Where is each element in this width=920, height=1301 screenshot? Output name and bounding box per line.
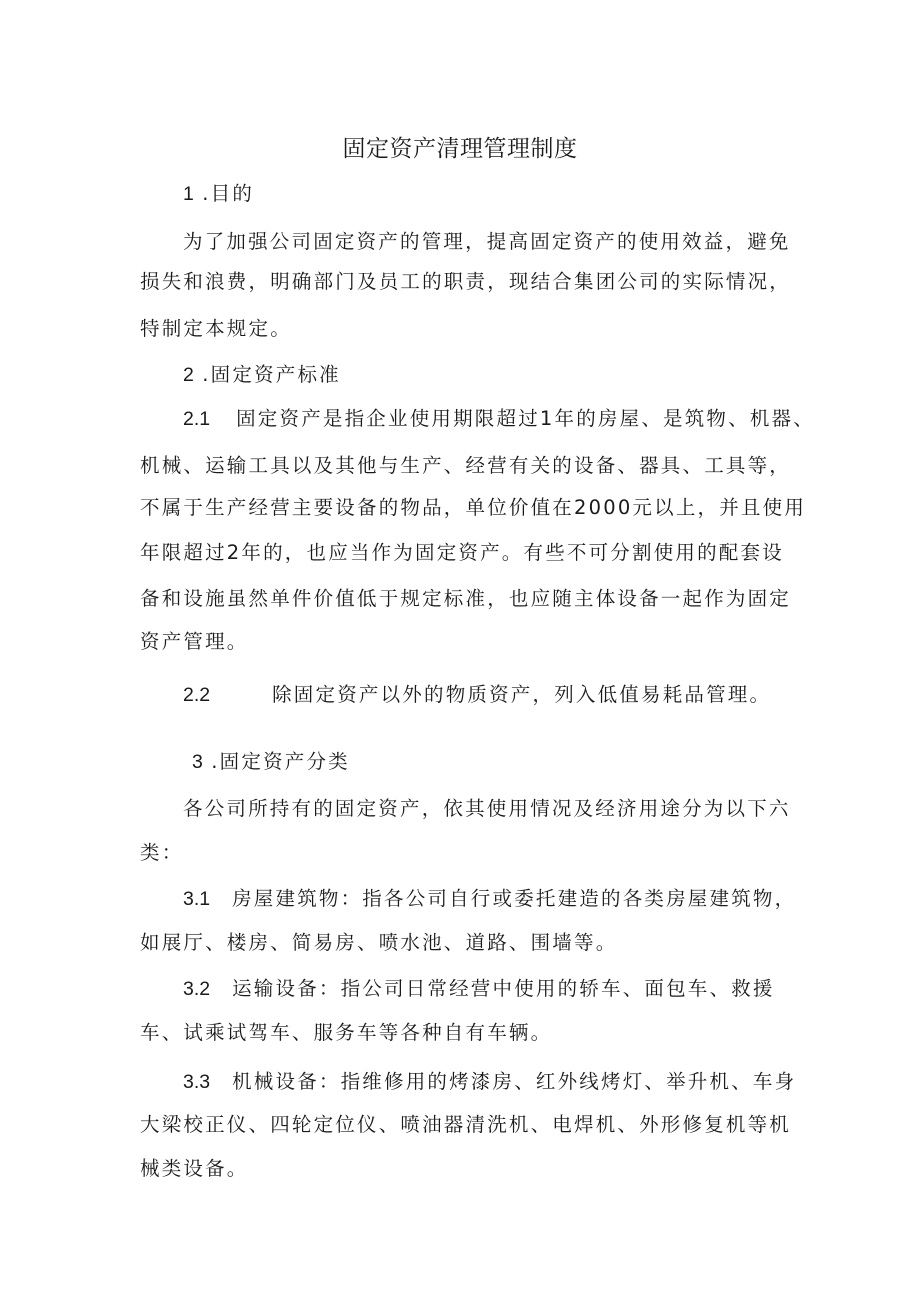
paragraph-line: 各公司所持有的固定资产，依其使用情况及经济用途分为以下六: [183, 797, 791, 820]
section-2-heading: [183, 361, 341, 389]
section-3-title: .固定资产分类: [211, 750, 350, 773]
clause-3-3-first-line: [183, 1068, 796, 1096]
page-title: 固定资产清理管理制度: [342, 136, 578, 162]
paragraph-line: 为了加强公司固定资产的管理，提高固定资产的使用效益，避免: [183, 230, 791, 253]
clause-3-2-number: 3.2: [183, 978, 211, 1000]
paragraph-line: 大梁校正仪、四轮定位仪、喷油器清洗机、电焊机、外形修复机等机: [140, 1113, 792, 1136]
paragraph-line: 类：: [140, 841, 184, 864]
section-1-number: 1: [183, 183, 194, 205]
section-1-title: .目的: [202, 182, 255, 205]
clause-2-2-text: 除固定资产以外的物质资产，列入低值易耗品管理。: [272, 683, 772, 706]
section-2-number: 2: [183, 364, 194, 386]
clause-3-2-first-line: [183, 975, 775, 1003]
clause-3-3-text: 机械设备：指维修用的烤漆房、红外线烤灯、举升机、车身: [232, 1070, 797, 1093]
clause-2-1-text: 固定资产是指企业使用期限超过1年的房屋、是筑物、机器、: [236, 407, 815, 430]
paragraph-line: 特制定本规定。: [140, 317, 292, 340]
clause-3-2-text: 运输设备：指公司日常经营中使用的轿车、面包车、救援: [232, 977, 775, 1000]
clause-3-3-number: 3.3: [183, 1071, 211, 1093]
clause-3-1-number: 3.1: [183, 888, 211, 910]
clause-3-1-text: 房屋建筑物：指各公司自行或委托建造的各类房屋建筑物，: [232, 887, 797, 910]
paragraph-line: 年限超过2年的，也应当作为固定资产。有些不可分割使用的配套设: [140, 541, 784, 564]
paragraph-line: 损失和浪费，明确部门及员工的职责，现结合集团公司的实际情况，: [140, 270, 792, 293]
section-1-heading: [183, 180, 254, 208]
paragraph-line: 备和设施虽然单件价值低于规定标准，也应随主体设备一起作为固定: [140, 587, 792, 610]
clause-2-2-line: [183, 681, 771, 709]
paragraph-line: 不属于生产经营主要设备的物品，单位价值在2000元以上，并且使用: [140, 496, 807, 519]
section-2-title: .固定资产标准: [202, 363, 341, 386]
paragraph-line: 资产管理。: [140, 630, 249, 653]
paragraph-line: 如展厅、楼房、简易房、喷水池、道路、围墙等。: [140, 931, 618, 954]
clause-2-2-number: 2.2: [183, 684, 211, 706]
paragraph-line: 机械、运输工具以及其他与生产、经营有关的设备、器具、工具等，: [140, 454, 792, 477]
paragraph-line: 械类设备。: [140, 1157, 249, 1180]
clause-2-1-first-line: [183, 405, 815, 433]
section-3-heading: [192, 748, 350, 776]
clause-3-1-first-line: [183, 885, 796, 913]
section-3-number: 3: [192, 751, 203, 773]
paragraph-line: 车、试乘试驾车、服务车等各种自有车辆。: [140, 1021, 553, 1044]
clause-2-1-number: 2.1: [183, 408, 211, 430]
